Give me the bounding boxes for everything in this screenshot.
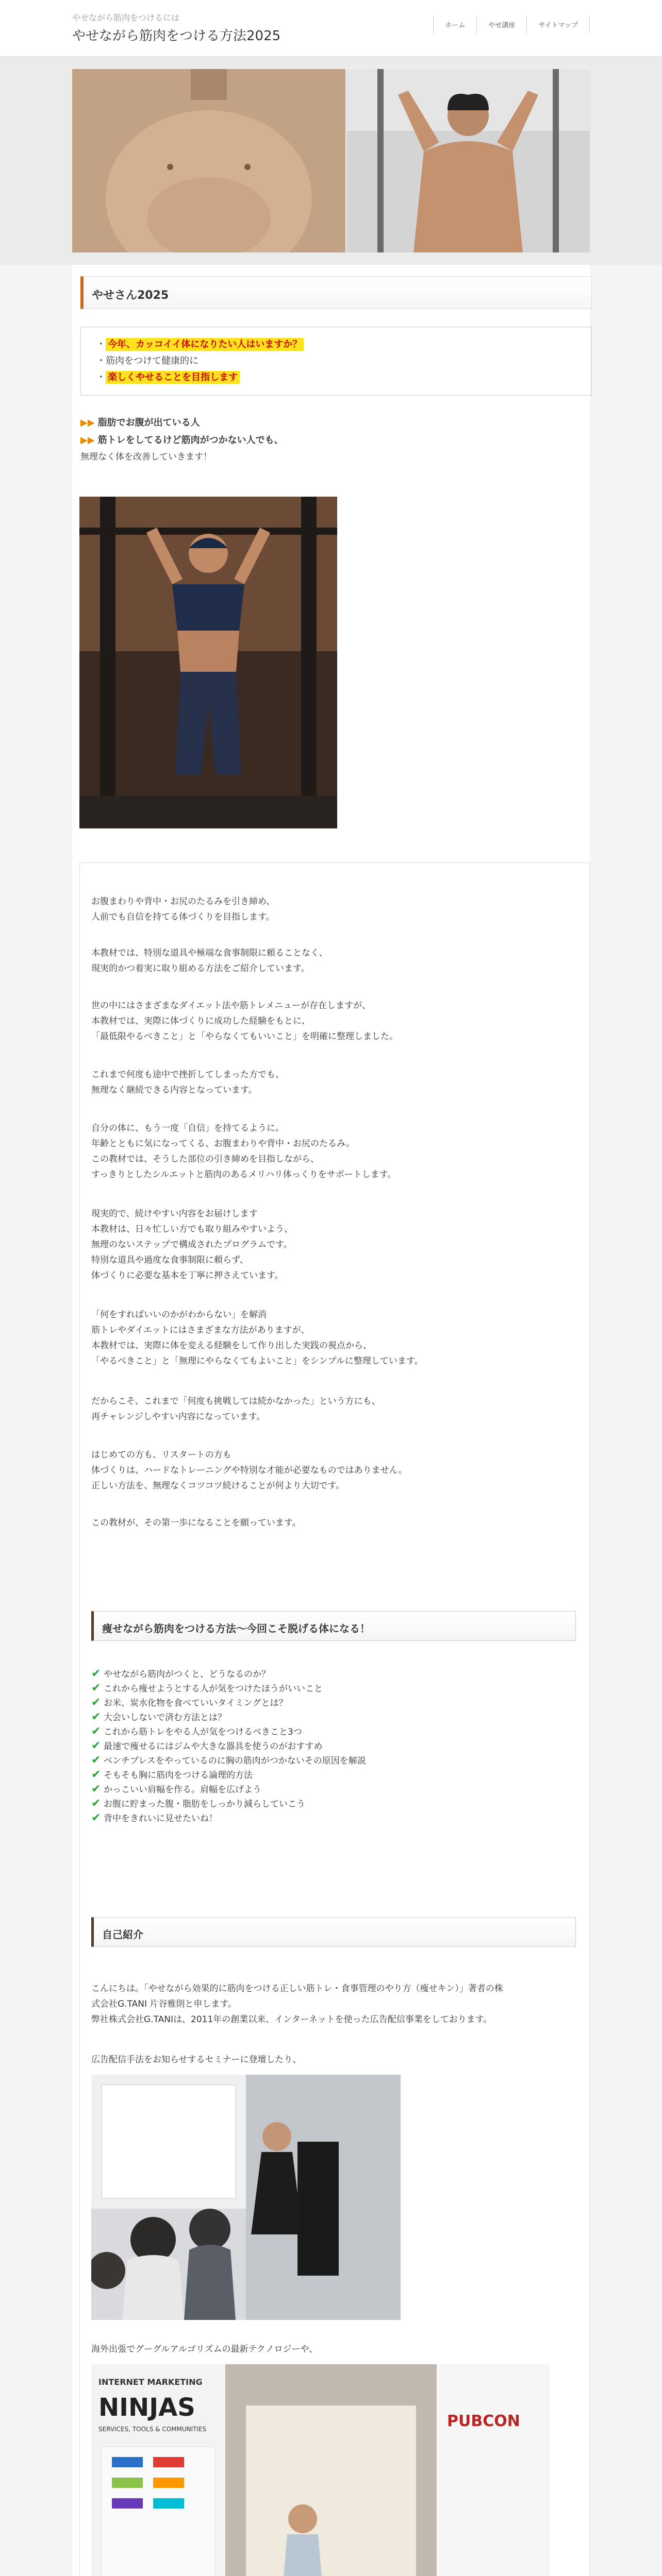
global-nav bbox=[433, 15, 590, 33]
section-heading-text: 痩せながら筋肉をつける方法〜今回こそ脱げる体になる！ bbox=[102, 1622, 370, 1635]
text-line: 年齢とともに気になってくる、お腹まわりや背中・お尻のたるみ。 bbox=[91, 1139, 355, 1149]
paragraph bbox=[91, 998, 576, 1044]
hero-photo-after bbox=[346, 69, 590, 252]
checklist-item bbox=[91, 1768, 253, 1783]
text-line: こんにちは。「やせながら効果的に筋肉をつける正しい筋トレ・食事管理のやり方（痩せキン）」著者の株 bbox=[91, 1984, 503, 1994]
photo-caption: 海外出張でグーグルアルゴリズムの最新テクノロジーや、 bbox=[91, 2344, 318, 2354]
paragraph bbox=[91, 894, 576, 925]
highlight-text: 楽しくやせることを目指します bbox=[106, 371, 240, 384]
checklist-item bbox=[91, 1710, 226, 1725]
intro-box bbox=[80, 327, 592, 396]
text-line: すっきりとしたシルエットと筋肉のあるメリハリ体っくりをサポートします。 bbox=[91, 1170, 396, 1180]
booth-sign-text: NINJAS bbox=[98, 2393, 195, 2422]
booth-brand-text: PUBCON bbox=[447, 2412, 520, 2430]
checklist-item bbox=[91, 1739, 323, 1754]
paragraph bbox=[91, 945, 576, 976]
checklist-item bbox=[91, 1696, 288, 1710]
intro-line-1: ・ 今年、カッコイイ体になりたい人はいますか？ bbox=[96, 336, 576, 353]
text-line: これまで何度も途中で挫折してしまった方でも、 bbox=[91, 1070, 284, 1080]
highlight-text: 今年、カッコイイ体になりたい人はいますか？ bbox=[106, 338, 304, 351]
check-icon: ✔ bbox=[91, 1768, 101, 1781]
text-line: 再チャレンジしやすい内容になっています。 bbox=[91, 1412, 266, 1422]
page-title bbox=[80, 276, 592, 309]
hero-banner bbox=[0, 57, 662, 265]
text-line: 現実的で、続けやすい内容をお届けします bbox=[91, 1209, 258, 1219]
check-icon: ✔ bbox=[91, 1739, 101, 1752]
check-icon: ✔ bbox=[91, 1682, 101, 1694]
checklist-text: そもそも胸に筋肉をつける論理的方法 bbox=[104, 1770, 253, 1781]
text-line: 「何をすればいいのかがわからない」を解消 bbox=[91, 1310, 267, 1320]
text-line: 現実的かつ着実に取り組める方法をご紹介しています。 bbox=[91, 963, 310, 974]
text-line: 世の中にはさまざまなダイエット法や筋トレメニューが存在しますが、 bbox=[91, 1001, 371, 1011]
booth-sign-text: SERVICES, TOOLS & COMMUNITIES bbox=[98, 2426, 207, 2433]
text-line: 「最低限やるべきこと」と「やらなくてもいいこと」を明確に整理しました。 bbox=[91, 1031, 398, 1042]
checklist-item bbox=[91, 1724, 302, 1739]
text-line: 本教材は、日々忙しい方でも取り組みやすいよう、 bbox=[91, 1224, 293, 1234]
checklist-item bbox=[91, 1811, 218, 1826]
site-header bbox=[0, 0, 662, 57]
check-icon: ✔ bbox=[91, 1696, 101, 1709]
audience-text: 脂肪でお腹が出ている人 bbox=[97, 417, 200, 428]
text-line: この教材が、その第一歩になることを願っています。 bbox=[91, 1518, 301, 1528]
text-line: 人前でも自信を持てる体づくりを目指します。 bbox=[91, 912, 275, 922]
text-line: 筋トレやダイエットにはさまざまな方法がありますが、 bbox=[91, 1325, 310, 1335]
check-icon: ✔ bbox=[91, 1710, 101, 1723]
checklist-text: やせながら筋肉がつくと、どうなるのか？ bbox=[104, 1669, 270, 1680]
conference-photo bbox=[91, 2364, 550, 2576]
audience-line-1 bbox=[80, 414, 544, 432]
text-line: 無理なく継続できる内容となっています。 bbox=[91, 1085, 257, 1095]
check-icon: ✔ bbox=[91, 1725, 101, 1738]
site-branding bbox=[72, 11, 280, 44]
section-heading-method bbox=[91, 1611, 576, 1641]
audience-line-2 bbox=[80, 432, 544, 449]
text-line: 本教材では、実際に体づくりに成功した経験をもとに、 bbox=[91, 1016, 310, 1026]
text-line: 体づくりは、ハードなトレーニングや特別な才能が必要なものではありません。 bbox=[91, 1465, 407, 1476]
paragraph bbox=[91, 1394, 576, 1425]
site-title-link[interactable]: やせながら筋肉をつける方法2025 bbox=[72, 28, 281, 44]
audience-line-3: 無理なく体を改善していきます！ bbox=[80, 452, 212, 462]
text-line: お腹まわりや背中・お尻のたるみを引き締め、 bbox=[91, 896, 275, 907]
check-icon: ✔ bbox=[91, 1667, 101, 1680]
text-line: 無理のないステップで構成されたプログラムです。 bbox=[91, 1240, 292, 1250]
intro-line-3: ・ 楽しくやせることを目指します bbox=[96, 369, 576, 386]
nav-item-home[interactable]: ホーム bbox=[433, 15, 476, 33]
paragraph bbox=[91, 1206, 576, 1283]
profile-intro bbox=[91, 1981, 576, 2027]
text-line: 特別な道具や過度な食事制限に頼らず、 bbox=[91, 1255, 249, 1265]
checklist-item bbox=[91, 1782, 261, 1797]
section-heading-profile bbox=[91, 1917, 576, 1947]
intro-line-2: ・筋肉をつけて健康的に bbox=[96, 355, 198, 366]
article-card bbox=[79, 862, 590, 2576]
text-line: 体づくりに必要な基本を丁寧に押さえています。 bbox=[91, 1270, 284, 1281]
check-icon: ✔ bbox=[91, 1754, 101, 1767]
paragraph bbox=[91, 1067, 576, 1098]
checklist-text: 背中をきれいに見せたいね！ bbox=[104, 1814, 218, 1824]
photo-caption: 広告配信手法をお知らせするセミナーに登壇したり、 bbox=[91, 2055, 302, 2065]
checklist-item bbox=[91, 1753, 366, 1768]
checklist-item bbox=[91, 1681, 323, 1696]
nav-item-course[interactable]: やせ講座 bbox=[476, 15, 526, 33]
section-heading-text: 自己紹介 bbox=[102, 1928, 143, 1941]
checklist-text: お腹に貯まった腹・脂肪をしっかり減らしていこう bbox=[104, 1799, 305, 1809]
hero-photo-before bbox=[72, 69, 345, 252]
site-tagline: やせながら筋肉をつけるには bbox=[72, 13, 180, 23]
checklist-text: 最速で痩せるにはジムや大きな器具を使うのがおすすめ bbox=[104, 1741, 323, 1752]
main-content bbox=[72, 265, 590, 2576]
gym-photo bbox=[79, 497, 337, 828]
double-arrow-icon: ▶▶ bbox=[80, 417, 95, 428]
text-line: この教材では、そうした部位の引き締めを目指しながら、 bbox=[91, 1154, 319, 1164]
text-line: 式会社G.TANI 片谷雅則と申します。 bbox=[91, 1999, 237, 2009]
text-line: 正しい方法を、無理なくコツコツ続けることが何より大切です。 bbox=[91, 1481, 345, 1491]
nav-item-sitemap[interactable]: サイトマップ bbox=[526, 15, 590, 33]
checklist-text: 大会いしないで済む方法とは？ bbox=[104, 1713, 226, 1723]
double-arrow-icon: ▶▶ bbox=[80, 435, 95, 446]
text-line: 本教材では、実際に体を変える経験をして作り出した実践の視点から、 bbox=[91, 1341, 372, 1351]
checklist-text: かっこいい肩幅を作る。肩幅を広げよう bbox=[104, 1785, 261, 1795]
target-audience bbox=[80, 414, 544, 465]
check-icon: ✔ bbox=[91, 1783, 101, 1795]
checklist-item bbox=[91, 1797, 305, 1811]
text-line: だからこそ、これまで「何度も挑戦しては続かなかった」という方にも、 bbox=[91, 1396, 380, 1406]
booth-sign-text: INTERNET MARKETING bbox=[98, 2377, 203, 2387]
intro-text: 筋肉をつけて健康的に bbox=[106, 355, 198, 366]
checklist-text: ベンチプレスをやっているのに胸の筋肉がつかないその原因を解説 bbox=[104, 1756, 366, 1766]
check-icon: ✔ bbox=[91, 1811, 101, 1824]
page-title-text: やせさん2025 bbox=[92, 289, 169, 302]
checklist-text: お米、炭水化物を食べていいタイミングとは？ bbox=[104, 1698, 288, 1708]
paragraph bbox=[91, 1515, 576, 1531]
checklist-text: これから筋トレをやる人が気をつけるべきこと3つ bbox=[104, 1727, 302, 1737]
paragraph bbox=[91, 1307, 576, 1369]
paragraph bbox=[91, 1447, 576, 1494]
audience-text: 筋トレをしてるけど筋肉がつかない人でも、 bbox=[97, 435, 284, 446]
check-icon: ✔ bbox=[91, 1797, 101, 1810]
checklist-item bbox=[91, 1667, 270, 1682]
text-line: 弊社株式会社G.TANIは、2011年の創業以来、インターネットを使った広告配信事業をしております。 bbox=[91, 2014, 492, 2025]
seminar-photo bbox=[91, 2075, 401, 2320]
text-line: 「やるべきこと」と「無理にやらなくてもよいこと」をシンプルに整理しています。 bbox=[91, 1356, 423, 1366]
checklist-text: これから痩せようとする人が気をつけたほうがいいこと bbox=[104, 1684, 323, 1694]
text-line: 本教材では、特別な道具や極端な食事制限に頼ることなく、 bbox=[91, 948, 328, 958]
paragraph bbox=[91, 1121, 576, 1182]
text-line: 自分の体に、もう一度「自信」を持てるように。 bbox=[91, 1123, 284, 1133]
text-line: はじめての方も、リスタートの方も bbox=[91, 1450, 231, 1460]
